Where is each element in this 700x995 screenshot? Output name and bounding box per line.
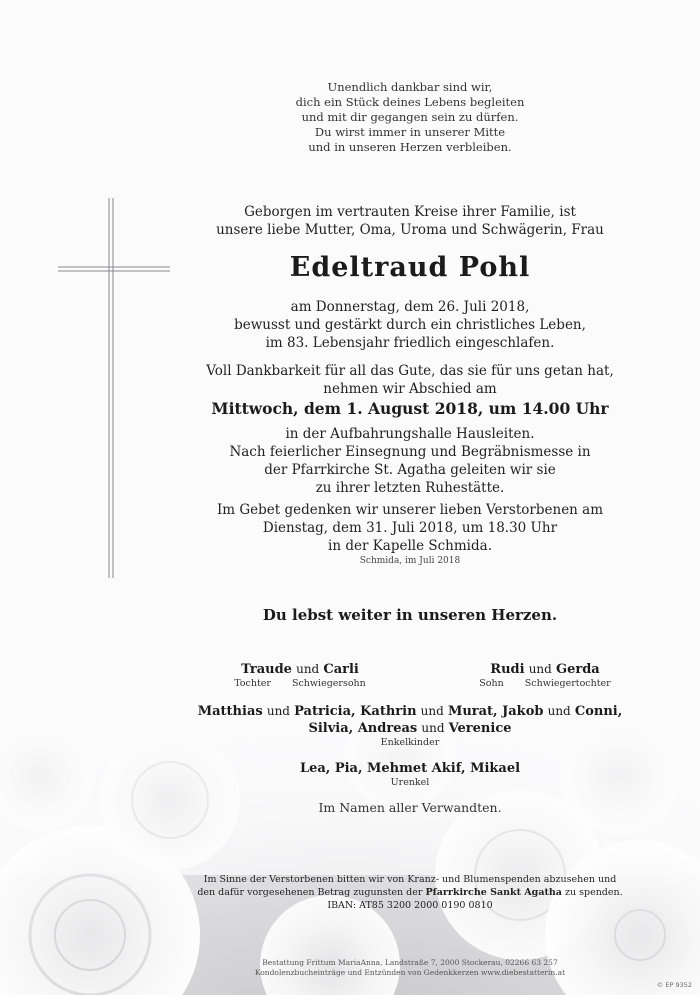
iban: IBAN: AT85 3200 2000 0190 0810 [327, 900, 493, 911]
mourner-role: Schwiegersohn [291, 678, 366, 689]
donation-notice [150, 873, 670, 912]
funeral-home-footer [170, 958, 650, 978]
mourner-role: Urenkel [390, 777, 430, 788]
thanks-line: nehmen wir Abschied am [323, 381, 497, 397]
funeral-line: Nach feierlicher Einsegnung und Begräbnismesse in [229, 444, 591, 460]
and-text: und [421, 721, 445, 735]
mourner-name: Carli [323, 662, 359, 677]
footer-line: Kondolenzbucheinträge und Entzünden von Gedenkkerzen www.diebestatterin.at [254, 968, 566, 977]
death-details [170, 298, 650, 352]
and-text: und [420, 704, 444, 718]
white-roses-background [0, 635, 700, 995]
mourner-name: Murat, Jakob [447, 704, 544, 719]
and-text: und [547, 704, 571, 718]
death-line: am Donnerstag, dem 26. Juli 2018, [290, 299, 530, 315]
mourner-name: Conni, [574, 704, 623, 719]
prayer-line: Dienstag, dem 31. Juli 2018, um 18.30 Uhr [262, 520, 558, 536]
print-code: © EP 9352 [656, 981, 692, 989]
death-line: im 83. Lebensjahr friedlich eingeschlafen. [265, 335, 555, 351]
intro-line: unsere liebe Mutter, Oma, Uroma und Schwägerin, Frau [216, 222, 604, 238]
mourner-role: Enkelkinder [380, 737, 440, 748]
and-text: und [296, 662, 320, 676]
poem-line: und mit dir gegangen sein zu dürfen. [301, 110, 519, 124]
place-date: Schmida, im Juli 2018 [359, 556, 461, 566]
mourner-great-grandchildren [170, 760, 650, 788]
and-text: und [528, 662, 552, 676]
parish-name: Pfarrkirche Sankt Agatha [425, 887, 562, 898]
mourner-name: Traude [241, 662, 292, 677]
mourner-name: Gerda [555, 662, 600, 677]
mourner-name: Rudi [490, 662, 525, 677]
poem-line: und in unseren Herzen verbleiben. [308, 140, 512, 154]
mourner-name: Silvia, Andreas [308, 721, 418, 736]
funeral-line: in der Aufbahrungshalle Hausleiten. [285, 426, 535, 442]
intro-line: Geborgen im vertrauten Kreise ihrer Familie, ist [244, 204, 576, 220]
funeral-line: der Pfarrkirche St. Agatha geleiten wir sie [264, 462, 556, 478]
prayer-details [170, 501, 650, 555]
mourner-grandchildren [170, 703, 650, 748]
poem-line: dich ein Stück deines Lebens begleiten [295, 95, 525, 109]
mourner-children-left [225, 661, 375, 689]
funeral-line: zu ihrer letzten Ruhestätte. [315, 480, 505, 496]
mourner-name: Patricia, Kathrin [294, 704, 417, 719]
deceased-name: Edeltraud Pohl [289, 252, 531, 283]
notice-line: Im Sinne der Verstorbenen bitten wir von Kranz- und Blumenspenden abzusehen und [203, 874, 617, 885]
mourner-role: Sohn [479, 678, 504, 689]
motto: Du lebst weiter in unseren Herzen. [262, 606, 558, 624]
notice-text: zu spenden. [564, 887, 623, 898]
mourner-role: Schwiegertochter [524, 678, 611, 689]
mourner-role: Tochter [234, 678, 271, 689]
cross-icon [56, 170, 172, 580]
prayer-line: in der Kapelle Schmida. [328, 538, 492, 554]
poem [170, 80, 650, 155]
mourner-children-right [465, 661, 625, 689]
poem-line: Du wirst immer in unserer Mitte [314, 125, 506, 139]
prayer-line: Im Gebet gedenken wir unserer lieben Verstorbenen am [216, 502, 604, 518]
mourner-name: Verenice [448, 721, 512, 736]
funeral-date: Mittwoch, dem 1. August 2018, um 14.00 Uhr [211, 399, 609, 418]
thanks-text [170, 362, 650, 398]
notice-text: den dafür vorgesehenen Betrag zugunsten der [197, 887, 423, 898]
poem-line: Unendlich dankbar sind wir, [327, 80, 493, 94]
closing-text: Im Namen aller Verwandten. [318, 800, 502, 815]
mourner-name: Matthias [197, 704, 263, 719]
death-line: bewusst und gestärkt durch ein christliches Leben, [234, 317, 586, 333]
footer-line: Bestattung Frittum MariaAnna, Landstraße 7, 2000 Stockerau, 02266 63 257 [262, 958, 558, 967]
intro-text [170, 203, 650, 239]
funeral-details [170, 425, 650, 497]
mourner-name: Lea, Pia, Mehmet Akif, Mikael [299, 761, 521, 776]
and-text: und [266, 704, 290, 718]
thanks-line: Voll Dankbarkeit für all das Gute, das sie für uns getan hat, [206, 363, 614, 379]
